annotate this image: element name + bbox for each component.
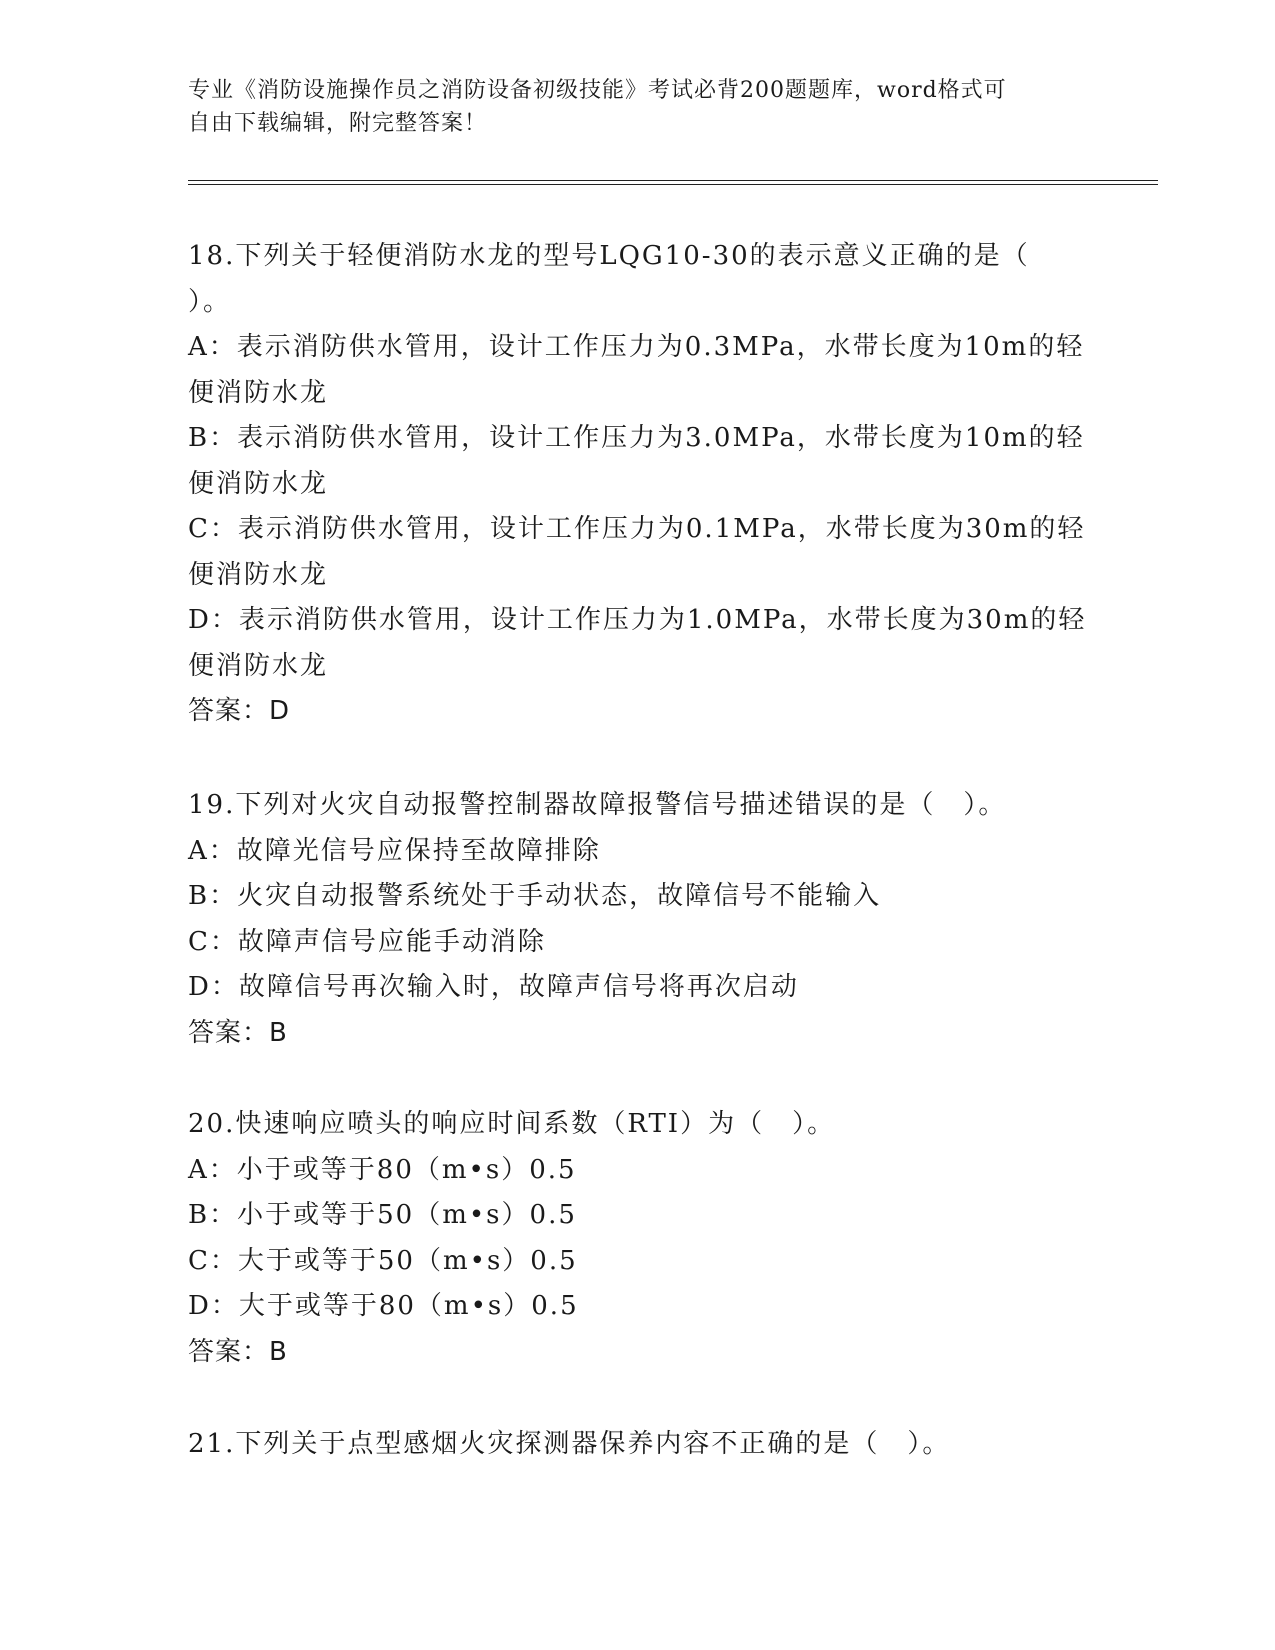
answer: 答案：D — [188, 696, 291, 726]
answer: 答案：B — [188, 1336, 288, 1367]
option-c: C：故障声信号应能手动消除 — [188, 926, 546, 957]
option-d: D：大于或等于80（m•s）0.5 — [188, 1291, 579, 1321]
question-21 — [188, 1422, 1088, 1468]
option-a: A：故障光信号应保持至故障排除 — [188, 835, 601, 866]
option-b-continued: 便消防水龙 — [188, 468, 329, 499]
question-stem: 19.下列对火灾自动报警控制器故障报警信号描述错误的是（ ）。 — [188, 790, 1007, 820]
header-divider-bottom — [188, 184, 1158, 185]
option-d: D：表示消防供水管用，设计工作压力为1.0MPa，水带长度为30m的轻 — [188, 605, 1087, 635]
option-c-continued: 便消防水龙 — [188, 559, 329, 590]
question-stem: 21.下列关于点型感烟火灾探测器保养内容不正确的是（ ）。 — [188, 1429, 951, 1459]
option-a-continued: 便消防水龙 — [188, 377, 329, 408]
option-b: B：火灾自动报警系统处于手动状态，故障信号不能输入 — [188, 881, 882, 911]
option-c: C：表示消防供水管用，设计工作压力为0.1MPa，水带长度为30m的轻 — [188, 514, 1086, 544]
option-d-continued: 便消防水龙 — [188, 650, 329, 681]
header-line-1: 专业《消防设施操作员之消防设备初级技能》考试必背200题题库，word格式可 — [188, 78, 1007, 103]
document-header — [188, 74, 1088, 140]
header-divider-top — [188, 180, 1158, 181]
question-18 — [188, 234, 1088, 735]
option-b: B：表示消防供水管用，设计工作压力为3.0MPa，水带长度为10m的轻 — [188, 423, 1085, 453]
option-a: A：表示消防供水管用，设计工作压力为0.3MPa，水带长度为10m的轻 — [188, 332, 1085, 362]
option-c: C：大于或等于50（m•s）0.5 — [188, 1245, 578, 1276]
option-d: D：故障信号再次输入时，故障声信号将再次启动 — [188, 972, 799, 1002]
question-stem-continued: ）。 — [188, 286, 232, 317]
answer: 答案：B — [188, 1017, 288, 1048]
option-a: A：小于或等于80（m•s）0.5 — [188, 1154, 577, 1185]
question-19 — [188, 783, 1088, 1056]
question-20 — [188, 1102, 1088, 1375]
question-stem: 18.下列关于轻便消防水龙的型号LQG10-30的表示意义正确的是（ — [188, 241, 1030, 271]
option-b: B：小于或等于50（m•s）0.5 — [188, 1200, 577, 1230]
header-line-2: 自由下载编辑，附完整答案！ — [188, 111, 488, 136]
question-stem: 20.快速响应喷头的响应时间系数（RTI）为（ ）。 — [188, 1109, 836, 1139]
